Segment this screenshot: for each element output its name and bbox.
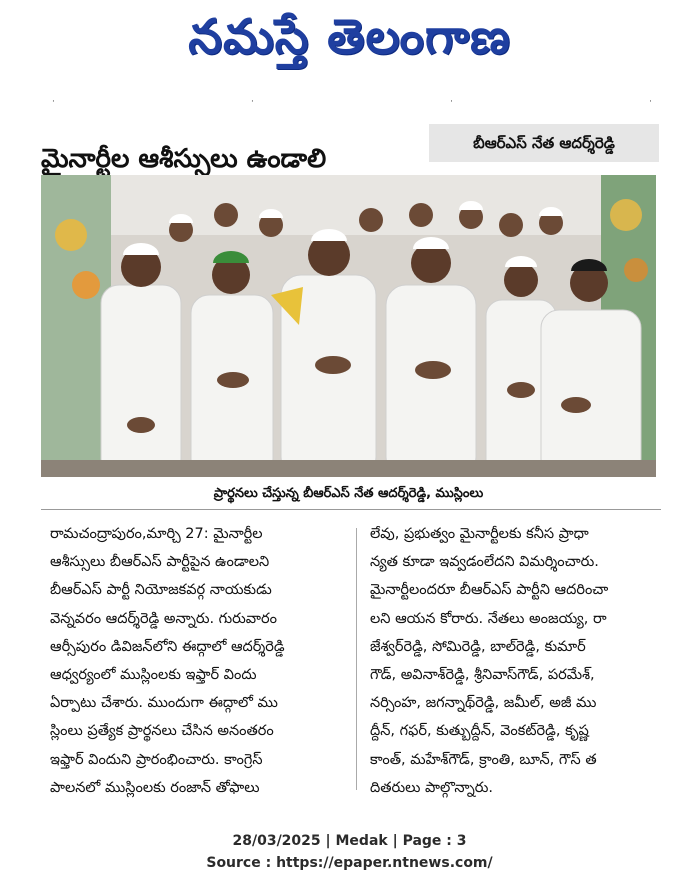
body-line: ఆర్సీపురం డివిజన్‌లోని ఈద్గాలో ఆదర్శ్‌రెడ్డి: [50, 638, 285, 655]
body-line: మైనార్టీలందరూ బీఆర్ఎస్ పార్టీని ఆదరించా: [370, 582, 609, 599]
caption-divider: [41, 509, 661, 510]
body-line: స్లింలు ప్రత్యేక ప్రార్థనలు చేసిన అనంతరం: [50, 723, 274, 740]
body-line: లేవు, ప్రభుత్వం మైనార్టీలకు కనీస ప్రాధా: [370, 526, 589, 542]
body-line: ఆధ్వర్యంలో ముస్లింలకు ఇఫ్తార్ విందు: [50, 667, 257, 684]
photo-caption: ప్రార్థనలు చేస్తున్న బీఆర్ఎస్ నేత ఆదర్శ్‌రెడ్డి, ముస్లింలు: [213, 486, 484, 501]
body-line: నర్సింహ, జగన్నాథ్‌రెడ్డి, జమీల్, అజీ ము: [370, 695, 597, 712]
cut-mark: ·: [450, 97, 453, 107]
body-line: ఇఫ్తార్ విందుని ప్రారంభించారు. కాంగ్రెస్: [50, 751, 263, 768]
cut-mark: ·: [251, 97, 254, 107]
cut-mark: ·: [649, 97, 652, 107]
cut-mark: ·: [52, 97, 55, 107]
photo-illustration: [41, 175, 656, 477]
body-line: ద్దీన్, గఫర్, కుత్బుద్దీన్, వెంకట్‌రెడ్డి, కృష్ణ: [370, 723, 589, 740]
body-line: వెన్నవరం ఆదర్శ్‌రెడ్డి అన్నారు. గురువారం: [50, 610, 277, 627]
body-line: ఆశీస్సులు బీఆర్ఎస్ పార్టీపైన ఉండాలని: [50, 554, 270, 571]
body-line: జేశ్వర్‌రెడ్డి, సోమిరెడ్డి, బాల్‌రెడ్డి, కుమార్: [370, 638, 586, 655]
body-line: గౌడ్, అవినాశ్‌రెడ్డి, శ్రీనివాస్‌గౌడ్, పరమేశ్,: [370, 667, 595, 684]
page-footer: [0, 830, 699, 874]
article-photo: [41, 175, 656, 477]
article-kicker: బీఆర్ఎస్ నేత ఆదర్శ్‌రెడ్డి: [429, 124, 659, 162]
body-line: రామచంద్రాపురం,మార్చి 27: మైనార్టీల: [50, 526, 263, 542]
body-line: న్యత కూడా ఇవ్వడంలేదని విమర్శించారు.: [370, 554, 599, 571]
masthead: [0, 0, 699, 80]
column-divider: [356, 528, 357, 790]
article-body-right-column: [370, 520, 666, 800]
body-line: లని ఆయన కోరారు. నేతలు అంజయ్య, రా: [370, 610, 607, 627]
body-line: బీఆర్ఎస్ పార్టీ నియోజకవర్గ నాయకుడు: [50, 582, 272, 599]
article-headline: మైనార్టీల ఆశీస్సులు ఉండాలి: [41, 144, 327, 175]
footer-source-link[interactable]: Source : https://epaper.ntnews.com/: [206, 855, 493, 871]
body-line: దితరులు పాల్గొన్నారు.: [370, 779, 493, 796]
newspaper-logo-title: నమస్తే తెలంగాణ: [188, 9, 511, 65]
article-header: [41, 118, 661, 175]
body-line: పాలనలో ముస్లింలకు రంజాన్ తోఫాలు: [50, 779, 260, 796]
article-body-left-column: [50, 520, 346, 800]
body-line: కాంత్, మహేశ్‌గౌడ్, క్రాంతి, బూన్, గౌస్ త: [370, 751, 597, 768]
top-cut-remnants: [52, 97, 652, 107]
footer-date-edition: 28/03/2025 | Medak | Page : 3: [232, 833, 467, 849]
body-line: ఏర్పాటు చేశారు. ముందుగా ఈద్గాలో ము: [50, 695, 278, 712]
